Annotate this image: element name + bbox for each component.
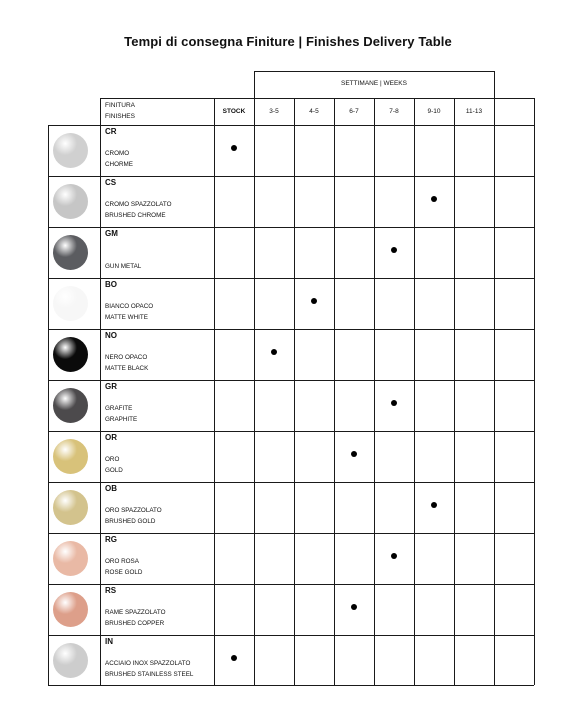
finish-code: IN bbox=[105, 637, 113, 646]
finish-name-en: BRUSHED STAINLESS STEEL bbox=[105, 671, 194, 678]
finish-code: GR bbox=[105, 382, 117, 391]
table-row bbox=[48, 227, 534, 278]
finish-name-it: NERO OPACO bbox=[105, 354, 148, 361]
week-column-3-5: 3-5 bbox=[269, 108, 279, 115]
finish-name-en: GUN METAL bbox=[105, 263, 142, 270]
finish-header-en: FINISHES bbox=[105, 113, 135, 120]
finish-swatch bbox=[53, 592, 88, 627]
page-title: Tempi di consegna Finiture | Finishes Delivery Table bbox=[124, 34, 452, 49]
week-column-7-8: 7-8 bbox=[389, 108, 399, 115]
finish-name-it: ACCIAIO INOX SPAZZOLATO bbox=[105, 660, 191, 667]
delivery-dot bbox=[311, 298, 317, 304]
finish-name-en: GOLD bbox=[105, 467, 123, 474]
table-row bbox=[48, 533, 534, 584]
finish-swatch bbox=[53, 184, 88, 219]
finish-swatch bbox=[53, 490, 88, 525]
finish-swatch bbox=[53, 235, 88, 270]
table-rule bbox=[100, 98, 534, 99]
finish-name-en: MATTE WHITE bbox=[105, 314, 148, 321]
week-column-9-10: 9-10 bbox=[427, 108, 441, 115]
finish-name-it: ORO SPAZZOLATO bbox=[105, 507, 162, 514]
finish-swatch bbox=[53, 541, 88, 576]
finish-swatch bbox=[53, 643, 88, 678]
weeks-header: SETTIMANE | WEEKS bbox=[341, 80, 407, 87]
table-rule bbox=[254, 71, 494, 72]
finish-code: CR bbox=[105, 127, 117, 136]
table-row bbox=[48, 329, 534, 380]
finish-name-en: BRUSHED GOLD bbox=[105, 518, 156, 525]
table-row bbox=[48, 584, 534, 635]
finish-code: NO bbox=[105, 331, 117, 340]
finish-name-en: GRAPHITE bbox=[105, 416, 138, 423]
week-column-6-7: 6-7 bbox=[349, 108, 359, 115]
delivery-dot bbox=[391, 247, 397, 253]
delivery-dot bbox=[431, 196, 437, 202]
table-row bbox=[48, 482, 534, 533]
finish-name-en: BRUSHED COPPER bbox=[105, 620, 165, 627]
finish-name-en: ROSE GOLD bbox=[105, 569, 143, 576]
finish-swatch bbox=[53, 388, 88, 423]
finish-name-it: ORO bbox=[105, 456, 120, 463]
delivery-dot bbox=[391, 553, 397, 559]
delivery-table bbox=[48, 71, 534, 685]
finish-swatch bbox=[53, 133, 88, 168]
finish-code: GM bbox=[105, 229, 118, 238]
delivery-dot bbox=[231, 655, 237, 661]
table-rule bbox=[534, 98, 535, 685]
finish-swatch bbox=[53, 337, 88, 372]
finish-name-it: ORO ROSA bbox=[105, 558, 139, 565]
finish-code: RG bbox=[105, 535, 117, 544]
finish-name-it: BIANCO OPACO bbox=[105, 303, 154, 310]
table-row bbox=[48, 380, 534, 431]
finish-name-it: CROMO SPAZZOLATO bbox=[105, 201, 172, 208]
table-row bbox=[48, 635, 534, 686]
delivery-dot bbox=[391, 400, 397, 406]
finish-header-it: FINITURA bbox=[105, 102, 135, 109]
finish-name-en: BRUSHED CHROME bbox=[105, 212, 166, 219]
finish-header bbox=[105, 100, 135, 122]
finish-name-en: MATTE BLACK bbox=[105, 365, 149, 372]
table-row bbox=[48, 278, 534, 329]
finish-code: RS bbox=[105, 586, 117, 595]
table-row bbox=[48, 431, 534, 482]
finish-name-en: CHORME bbox=[105, 161, 133, 168]
finish-swatch bbox=[53, 286, 88, 321]
finish-code: OB bbox=[105, 484, 117, 493]
finish-swatch bbox=[53, 439, 88, 474]
finish-name-it: RAME SPAZZOLATO bbox=[105, 609, 166, 616]
delivery-dot bbox=[351, 604, 357, 610]
week-column-4-5: 4-5 bbox=[309, 108, 319, 115]
stock-header: STOCK bbox=[222, 108, 246, 115]
delivery-dot bbox=[351, 451, 357, 457]
finish-name-it: GRAFITE bbox=[105, 405, 133, 412]
delivery-dot bbox=[431, 502, 437, 508]
finish-code: CS bbox=[105, 178, 117, 187]
finish-name-it: CROMO bbox=[105, 150, 130, 157]
delivery-dot bbox=[231, 145, 237, 151]
finish-code: BO bbox=[105, 280, 117, 289]
finish-code: OR bbox=[105, 433, 117, 442]
table-row bbox=[48, 125, 534, 176]
delivery-dot bbox=[271, 349, 277, 355]
week-column-11-13: 11-13 bbox=[465, 108, 483, 115]
table-row bbox=[48, 176, 534, 227]
